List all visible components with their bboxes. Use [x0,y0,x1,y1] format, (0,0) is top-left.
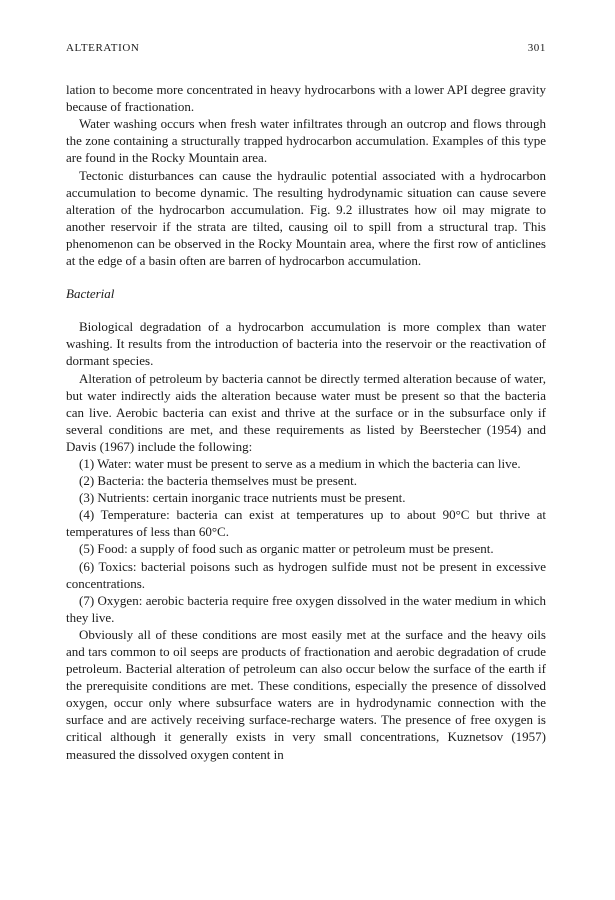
condition-item: (2) Bacteria: the bacteria themselves must be present. [79,473,357,489]
paragraph: Obviously all of these conditions are most easily met at the surface and the heavy oils and tars common to oil seeps are products of fractionation and aerobic degradation of crude petroleum. Bacterial alteration of petroleum can also occur below the surface of the earth if the prerequisite conditions are met. These conditions, especially the presence of dissolved oxygen, occur only where subsurface waters are in hydrodynamic connection with the surface and are actively receiving surface-recharge waters. The presence of free oxygen is critical although it generally exists in very small concentrations, Kuznetsov (1957) measured the dissolved oxygen content in [66,626,546,762]
paragraph: Tectonic disturbances can cause the hydraulic potential associated with a hydrocarbon accumulation to become dynamic. The resulting hydrodynamic situation can cause severe alteration of the hydrocarbon accumulation. Fig. 9.2 illustrates how oil may migrate to another reservoir if the strata are tilted, causing oil to spill from a structural trap. This phenomenon can be observed in the Rocky Mountain area, where the first row of anticlines at the edge of a basin often are barren of hydrocarbon accumulation. [66,167,546,269]
paragraph: Biological degradation of a hydrocarbon accumulation is more complex than water washing. It results from the introduction of bacteria into the reservoir or the reactivation of dormant species. [66,319,546,369]
condition-item: (3) Nutrients: certain inorganic trace nutrients must be present. [79,490,406,506]
paragraph: Alteration of petroleum by bacteria cannot be directly termed alteration because of water, but water indirectly aids the alteration because water must be present so that the bacteria can live. Aerobic bacteria can exist and thrive at the surface or in the subsurface only if several conditions are met, and these requirements as listed by Beerstecher (1954) and Davis (1967) include the following: [66,370,546,454]
condition-item: (5) Food: a supply of food such as organic matter or petroleum must be present. [79,541,494,557]
running-head [66,40,546,57]
page-number: 301 [527,42,546,54]
condition-item: (1) Water: water must be present to serve as a medium in which the bacteria can live. [79,455,521,471]
book-page [66,40,546,763]
section-heading-bacterial: Bacterial [66,286,115,302]
condition-item: (7) Oxygen: aerobic bacteria require free oxygen dissolved in the water medium in which they live. [66,592,546,625]
paragraph: lation to become more concentrated in heavy hydrocarbons with a lower API degree gravity because of fractionation. [66,82,546,115]
condition-item: (4) Temperature: bacteria can exist at temperatures up to about 90°C but thrive at temperatures of less than 60°C. [66,507,546,540]
condition-item: (6) Toxics: bacterial poisons such as hydrogen sulfide must not be present in excessive concentrations. [66,558,546,591]
running-title: ALTERATION [66,42,140,54]
paragraph: Water washing occurs when fresh water infiltrates through an outcrop and flows through the zone containing a structurally trapped hydrocarbon accumulation. Examples of this type are found in the Rocky Mountain area. [66,116,546,166]
body-text [66,81,546,763]
